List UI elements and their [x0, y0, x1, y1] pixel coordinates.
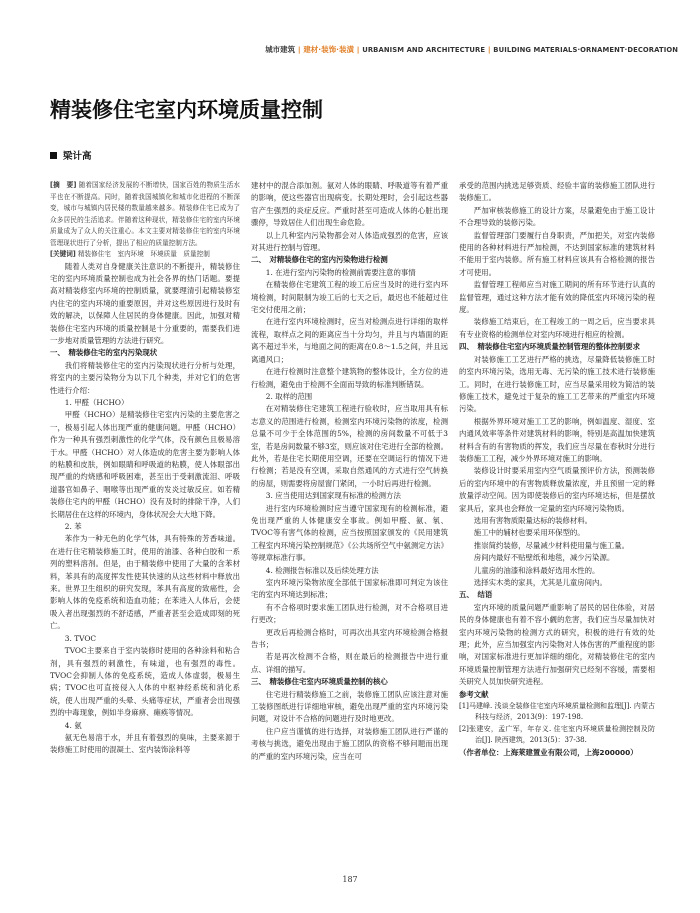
- square-bullet-icon: [50, 152, 57, 159]
- paragraph: 根据外界环境对施工工艺的影响，例如温度、湿度、室内通风效率等条件对建筑材料的影响，特别是高温加快建筑材料含有的有害物质的挥发，我们应当尽量在春秋时分进行装修施工工程，减少外界环境对施工的影响。: [459, 416, 655, 463]
- author-affiliation: （作者单位：上海莱建置业有限公司，上海200000）: [459, 747, 638, 757]
- subheading: 3. TVOC: [64, 633, 97, 643]
- paragraph: 住宅进行精装修施工之前，装修施工团队应该注意对施工装修图纸进行详细地审核，避免出现严重的室内环境污染问题，对设计不合格的问题进行及时地更改。: [251, 689, 448, 724]
- paragraph: 装修设计时要采用室内空气质量预评价方法，预测装修后的室内环境中的有害物质释放量浓度，并且预留一定的释放量浮动空间。因为即使装修后的室内环境达标，但是摆放家具后，家具也会释放一定量的室内环境污染物质。: [459, 466, 655, 513]
- paragraph: 承受的范围内挑选足够资质、经验丰富的装修施工团队进行装修施工。: [459, 181, 655, 203]
- section-heading: 一、 精装修住宅的室内污染现状: [50, 348, 158, 358]
- paragraph: 在进行检测时注意整个建筑物的整体设计，全方位的进行检测，避免由于检测不全面而导致的标准判断错误。: [251, 367, 448, 389]
- paragraph: 进行室内环境检测时应当遵守国家现有的检测标准，避免出现严重的人体健康安全事故。例如甲醛、氨、氡、TVOC等有害气体的检测，应当按照国家颁发的《民用建筑工程室内环境污染控制规范》《公共场所空气中氨测定方法》等规章标准行事。: [251, 503, 448, 563]
- references-heading: 参考文献: [459, 689, 489, 699]
- paragraph: 推崇简约装修，尽量减少材料使用量与施工量。: [473, 540, 630, 550]
- paragraph: 选用有害物质限量达标的装修材料。: [473, 515, 593, 525]
- paragraph: 建材中的混合添加剂。氨对人体的眼睛、呼吸道等有着严重的影响，使这些器官出现病变。长期处理时，会引起这些器官产生强烈的炎症反应。严重时甚至可造成人体的心脏出现骤停，导致居住人们出现生命危险。: [251, 181, 448, 228]
- reference-item: [1]马建峰. 浅谈全装修住宅室内环境质量检测和监理[J]. 内蒙古科技与经济，2013(9)：197-198.: [459, 702, 655, 722]
- paragraph: 在精装修住宅建筑工程的竣工后应当及时的进行室内环境检测，时间限制为竣工后的七天之后，最迟也不能超过住宅交付使用之前；: [251, 280, 448, 315]
- paragraph: 若是再次检测不合格，则在最后的检测报告中进行重点、详细的描写。: [251, 652, 448, 674]
- reference-item: [2]张建安，孟广军，年存义. 住宅室内环境质量检测控制及防治[J]. 陕西建筑，2013(5)：37-38.: [459, 724, 655, 745]
- abstract-text: 随着国家经济发展的不断增快，国家百姓的物质生活水平也在不断提高。同时，随着我国城镇化和城市化进程的不断深变，城市与城镇内居民楼的数量越来越多。精装修住宅已成为了众多居民的生活追求。伴随着这种现状，精装修住宅的室内环境质量成为了众人的关注重心。本文主要对精装修住宅的室内环境管理现状进行了分析，提出了相应的质量控制方法。: [50, 181, 240, 247]
- subheading: 3. 应当使用达到国家现有标准的检测方法: [265, 491, 401, 501]
- subheading: 1. 在进行室内污染物的检测前需要注意的事情: [265, 267, 416, 277]
- paragraph: 装修施工结束后，在工程竣工的一周之后，应当要求具有专业资格的检测单位对室内环境进行相应的检测。: [459, 317, 655, 339]
- header-en-part2: BUILDING MATERIALS·ORNAMENT·DECORATION: [493, 46, 678, 54]
- subheading: 4. 检测报告标准以及后续处理方法: [265, 565, 379, 575]
- column-3: [459, 180, 655, 759]
- paragraph: 选择实木类的家具，尤其是儿童房间内。: [473, 578, 607, 587]
- article-title: 精装修住宅室内环境质量控制: [50, 98, 323, 122]
- subheading: 2. 苯: [64, 522, 82, 532]
- header-cn-part1: 城市建筑: [265, 45, 296, 54]
- paragraph: 有不合格项时要求施工团队进行检测，对不合格项目进行更改；: [251, 602, 448, 625]
- section-heading: 四、 精装修住宅室内环境质量控制管理的整体控制要求: [459, 342, 641, 352]
- paragraph: 苯作为一种无色的化学气体，具有特殊的芳香味道。在进行住宅精装修施工时，使用的油漆、各种白胶和一系列的塑料溶剂。但是，由于精装修中使用了大量的含苯材料，苯具有的高度挥发性使其快速的从这些材料中释放出来。世界卫生组织的研究发现，苯具有高度的致癌性，会影响人体的免疫系统和造血功能；在苯进入人体后，会使吸入者出现强烈的不舒适感，严重者甚至会造成即刻的死亡。: [50, 534, 240, 631]
- paragraph: 对装修施工工艺进行严格的挑选，尽量降低装修施工时的室内环境污染，选用无毒、无污染的施工技术进行装修施工。同时，在进行装修施工时，应当尽量采用较为简洁的装修施工技术，避免过于复杂的施工工艺带来的严重室内环境污染。: [459, 354, 655, 414]
- paragraph: 室内环境的质量问题严重影响了居民的居住体验，对居民的身体健康也有着不容小觑的危害，我们应当尽量加快对室内环境污染物的检测方式的研究，积极的进行有效的处理；此外，应当加强室内污染物对人体伤害的严重程度的影响，对国家标准进行更加详细的细化，对精装修住宅的室内环境质量控制管理方法进行加强研究已经刻不容缓，需要相关研究人员加快研究进程。: [459, 602, 655, 687]
- paragraph: 在对精装修住宅建筑工程进行验收时，应当取用具有标志意义的范围进行检测，检测室内环境污染物的浓度，检测总量不可少于全体范围的5%，检测的房间数量不可低于3室，若是房间数量不够3室，则应该对住宅进行全部的检测。此外，若是住宅长期使用空调，还要在空调运行的情况下进行检测；若是没有空调，采取自然通风的方式进行空气转换的房屋，则需要将房屋窗门紧闭，一小时后再进行检测。: [251, 404, 448, 488]
- paragraph: 监督管理部门要履行自身职责，严加把关，对室内装修使用的各种材料进行严加检测，不达到国家标准的建筑材料不能用于室内装修。所有施工材料应该具有合格检测的报告才可使用。: [459, 230, 655, 277]
- paragraph: 室内环境污染物浓度全部低于国家标准即可判定为该住宅的室内环境达到标准；: [251, 578, 448, 600]
- paragraph: 监督管理工程师应当对施工期间的所有环节进行认真的监督管理，通过这种方法才能有效的降低室内环境污染的程度。: [459, 280, 655, 315]
- keywords-text: 精装修住宅 室内环境 环境质量 质量控制: [77, 250, 210, 258]
- paragraph: TVOC主要来自于室内装修时使用的各种涂料和粘合剂，具有强烈的刺激性，有味道，也有强烈的毒性。TVOC会抑制人体的免疫系统，造成人体虚弱，极易生病；TVOC也可直接侵入人体的中枢神经系统和消化系统，使人出现严重的头晕、头痛等症状，严重者会出现强烈的中毒现象，例如半身麻痹、瘫痪等情况。: [50, 646, 240, 718]
- column-1: [50, 180, 240, 757]
- keywords-label: [关键词]: [50, 250, 76, 258]
- paragraph: 施工中的辅材也要采用环保型的。: [473, 528, 585, 538]
- subheading: 1. 甲醛（HCHO）: [64, 397, 129, 407]
- column-2: [251, 180, 448, 763]
- abstract: [50, 180, 240, 249]
- header-cn-part2: 建材·装饰·装潢: [303, 45, 355, 54]
- subheading: 4. 氨: [64, 720, 82, 730]
- section-heading: 五、 结语: [459, 590, 493, 600]
- paragraph: 严加审核装修施工的设计方案，尽量避免由于施工设计不合理导致的装修污染。: [459, 205, 655, 228]
- subheading: 2. 取样的范围: [265, 391, 313, 401]
- paragraph: 儿童房的油漆和涂料最好选用水性的。: [473, 565, 600, 575]
- paragraph: 房间内最好不贴壁纸和地毯，减少污染源。: [473, 553, 615, 563]
- section-heading: 三、 精装修住宅室内环境质量控制的核心: [251, 677, 388, 687]
- paragraph: 氨无色易溶于水，并且有着强烈的臭味，主要来源于装修施工时使用的混凝土、室内装饰涂料等: [50, 732, 240, 755]
- paragraph: 更改后再检测合格时，可再次出具室内环境检测合格报告书；: [251, 627, 448, 650]
- paragraph: 住户应当谨慎的进行选择，对装修施工团队进行严谨的考核与挑选，避免出现由于施工团队的资格不够问题而出现的严重的室内环境污染，应当在可: [251, 726, 448, 761]
- header-en-part1: URBANISM AND ARCHITECTURE: [362, 46, 486, 54]
- author-line: [50, 148, 92, 162]
- page-number: 187: [342, 875, 358, 884]
- journal-header: 城市建筑 | 建材·装饰·装潢 | URBANISM AND ARCHITECTURE | BUILDING MATERIALS·ORNAMENT·DECORATION: [265, 45, 678, 54]
- paragraph: 以上几种室内污染物都会对人体造成强烈的危害，应该对其进行控制与管理。: [251, 230, 448, 253]
- paragraph: 我们将精装修住宅的室内污染现状进行分析与处理，将室内的主要污染物分为以下几个种类，并对它们的危害性进行介绍：: [50, 360, 240, 395]
- paragraph: 随着人类对自身健康关注意识的不断提升，精装修住宅的室内环境质量控制也成为社会各界的热门话题。要提高对精装修室内环境的控制质量，就要理清引起精装修室内住宅的室内环境的重要原因，并对这些原因进行及时有效的解决，以保障人住居民的身体健康。因此，加强对精装修住宅室内环境的质量控制是十分重要的，需要我们进一步地对质量管理的方法进行研究。: [50, 261, 240, 345]
- paragraph: 在进行室内环境检测时，应当对检测点进行详细的取样流程，取样点之间的距离应当十分均匀，并且与内墙面的距离不超过半米，与地面之间的距离在0.8～1.5之间，并且远离通风口；: [251, 317, 448, 364]
- author-name: 梁计高: [63, 151, 92, 162]
- keywords: [50, 249, 240, 261]
- section-heading: 二、 对精装修住宅的室内污染物进行检测: [251, 255, 388, 265]
- abstract-label: [摘 要]: [50, 181, 77, 189]
- paragraph: 甲醛（HCHO）是精装修住宅室内污染的主要危害之一，极易引起人体出现严重的健康问题。甲醛（HCHO）作为一种具有强烈刺激性的化学气体，没有颜色且极易溶于水。甲醛（HCHO）对人体造成的危害主要为影响人体的粘膜和皮肤，例如眼睛和呼吸道的粘膜，使人体眼部出现严重的灼烧感和呼吸困难，甚至出于受刺激流泪、呼吸道器官如鼻子、咽喉等出现严重的发炎过敏反应。如若精装修住宅内的甲醛（HCHO）没有及时的排除干净，人们长期居住在这样的环境内，身体状况会大大地下降。: [50, 410, 240, 519]
